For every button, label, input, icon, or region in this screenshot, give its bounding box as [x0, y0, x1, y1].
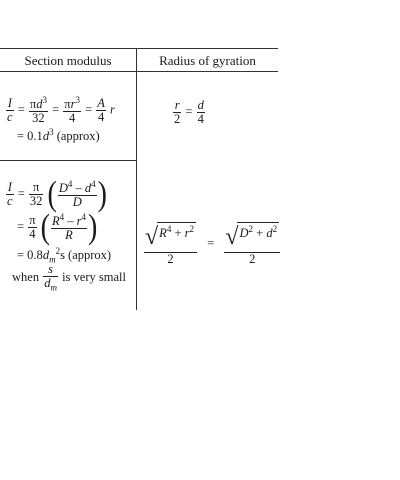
table-top-rule: [0, 48, 278, 49]
header-bottom-rule: [0, 71, 278, 72]
row2-second-form: = $\frac{\pi}{4}$ ( $\frac{R^4 - r^4}{R}$ ): [17, 207, 98, 247]
row2-approx-line: = $0.8d_m^2s$ (approx): [17, 246, 112, 265]
row1-section-modulus-formula: $\frac{I}{c}$ = $\frac{\pi d^3}{32}$ = $\frac{\pi r^3}{4}$ = $\frac{A}{4}$ r: [7, 95, 115, 126]
header-radius-of-gyration: Radius of gyration: [159, 53, 256, 68]
row-separator-rule: [0, 160, 136, 161]
header-section-modulus: Section modulus: [24, 53, 112, 68]
row2-radius-of-gyration-formula: √ $R^4 + r^2$ 2 = √ $D^2 + d^2$ 2: [143, 222, 281, 266]
row1-approx-line: = $0.1d^3$ (approx): [17, 127, 100, 144]
row2-section-modulus-formula: $\frac{I}{c}$ = $\frac{\pi}{32}$ ( $\frac{D^4 - d^4}{D}$ ): [7, 174, 107, 214]
row2-condition-line: when $\frac{s}{d_m}$ is very small: [12, 262, 126, 293]
row1-radius-of-gyration-formula: $\frac{r}{2}$ = $\frac{d}{4}$: [174, 98, 204, 127]
column-divider: [136, 48, 137, 310]
